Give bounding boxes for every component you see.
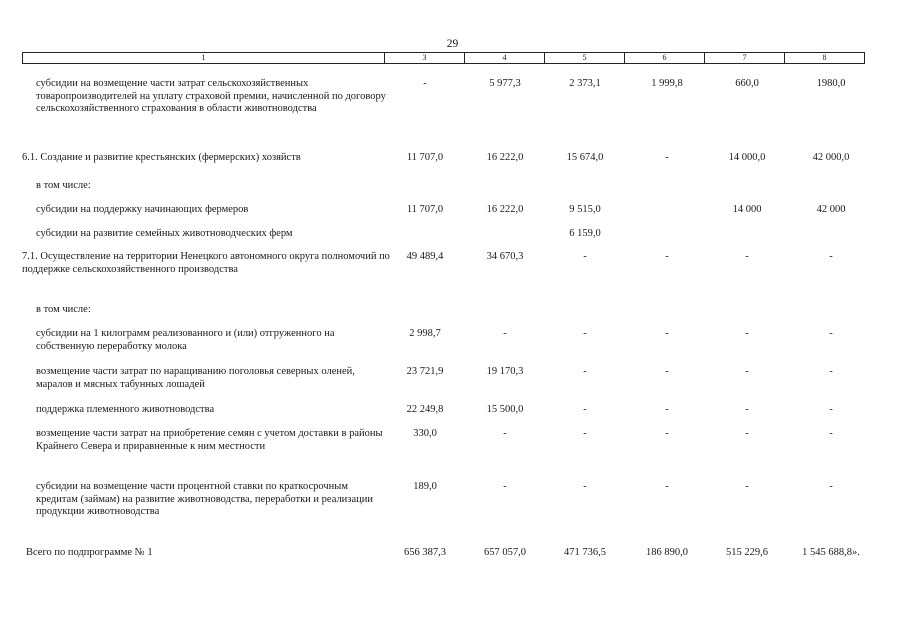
value-col-6: - <box>665 328 669 339</box>
value-col-3: 23 721,9 <box>406 366 444 377</box>
value-col-3: - <box>423 78 427 89</box>
value-col-3: 656 387,3 <box>404 547 446 558</box>
value-col-8: 1 545 688,8». <box>802 547 860 558</box>
value-col-6: - <box>665 428 669 439</box>
value-col-8: - <box>829 428 833 439</box>
value-col-4: 34 670,3 <box>486 251 524 262</box>
value-col-7: - <box>745 404 749 415</box>
value-col-5: 471 736,5 <box>564 547 606 558</box>
value-col-4: 19 170,3 <box>486 366 524 377</box>
column-header-1: 1 <box>23 53 385 64</box>
value-col-5: - <box>583 366 587 377</box>
page-number: 29 <box>446 38 459 50</box>
column-header-7: 7 <box>705 53 785 64</box>
value-col-5: 9 515,0 <box>569 204 601 215</box>
column-header-table <box>22 52 865 64</box>
column-header-6: 6 <box>625 53 705 64</box>
row-label: субсидии на развитие семейных животноводческих ферм <box>36 228 293 239</box>
value-col-7: - <box>745 481 749 492</box>
value-col-7: - <box>745 251 749 262</box>
value-col-3: 330,0 <box>413 428 437 439</box>
value-col-3: 189,0 <box>413 481 437 492</box>
row-label: в том числе: <box>36 180 91 191</box>
value-col-6: - <box>665 481 669 492</box>
value-col-7: - <box>745 428 749 439</box>
value-col-5: - <box>583 404 587 415</box>
value-col-5: 2 373,1 <box>569 78 601 89</box>
value-col-7: - <box>745 366 749 377</box>
value-col-4: - <box>503 428 507 439</box>
value-col-3: 11 707,0 <box>406 204 444 215</box>
row-label: возмещение части затрат по наращиванию поголовья северных оленей, маралов и мясных табунных лошадей <box>36 366 355 390</box>
value-col-8: 42 000,0 <box>812 152 850 163</box>
value-col-3: 49 489,4 <box>406 251 444 262</box>
value-col-3: 2 998,7 <box>409 328 441 339</box>
column-header-5: 5 <box>545 53 625 64</box>
value-col-5: 6 159,0 <box>569 228 601 239</box>
row-label: субсидии на возмещение части затрат сельскохозяйственных товаропроизводителей на уплату страховой премии, начисленной по договору сельскохозяйственного страхования в области животноводства <box>36 78 386 114</box>
value-col-3: 22 249,8 <box>406 404 444 415</box>
value-col-6: - <box>665 404 669 415</box>
value-col-5: - <box>583 251 587 262</box>
value-col-6: - <box>665 366 669 377</box>
value-col-5: 15 674,0 <box>566 152 604 163</box>
value-col-7: 14 000 <box>732 204 762 215</box>
row-label: Всего по подпрограмме № 1 <box>26 547 153 558</box>
row-label: субсидии на поддержку начинающих фермеров <box>36 204 249 215</box>
value-col-4: - <box>503 481 507 492</box>
value-col-6: - <box>665 251 669 262</box>
value-col-8: - <box>829 404 833 415</box>
value-col-5: - <box>583 328 587 339</box>
value-col-6: 1 999,8 <box>651 78 683 89</box>
value-col-7: - <box>745 328 749 339</box>
value-col-4: 16 222,0 <box>486 204 524 215</box>
value-col-4: - <box>503 328 507 339</box>
value-col-3: 11 707,0 <box>406 152 444 163</box>
value-col-4: 16 222,0 <box>486 152 524 163</box>
value-col-7: 14 000,0 <box>728 152 766 163</box>
value-col-8: 1980,0 <box>816 78 846 89</box>
value-col-8: - <box>829 481 833 492</box>
column-header-4: 4 <box>465 53 545 64</box>
value-col-4: 5 977,3 <box>489 78 521 89</box>
value-col-4: 15 500,0 <box>486 404 524 415</box>
column-header-3: 3 <box>385 53 465 64</box>
value-col-6: 186 890,0 <box>646 547 688 558</box>
column-header-8: 8 <box>785 53 865 64</box>
value-col-8: - <box>829 366 833 377</box>
row-label: субсидии на возмещение части процентной ставки по краткосрочным кредитам (займам) на развитие животноводства, переработки и реализации продукции животноводства <box>36 481 373 517</box>
row-label: поддержка племенного животноводства <box>36 404 215 415</box>
value-col-8: 42 000 <box>816 204 846 215</box>
value-col-8: - <box>829 328 833 339</box>
row-label: в том числе: <box>36 304 91 315</box>
value-col-5: - <box>583 481 587 492</box>
row-label: 7.1. Осуществление на территории Ненецкого автономного округа полномочий по поддержке сельскохозяйственного производства <box>22 251 390 275</box>
value-col-6: - <box>665 152 669 163</box>
value-col-7: 515 229,6 <box>726 547 768 558</box>
value-col-8: - <box>829 251 833 262</box>
row-label: субсидии на 1 килограмм реализованного и (или) отгруженного на собственную переработку молока <box>36 328 335 352</box>
value-col-7: 660,0 <box>735 78 759 89</box>
row-label: 6.1. Создание и развитие крестьянских (фермерских) хозяйств <box>22 152 301 163</box>
value-col-5: - <box>583 428 587 439</box>
row-label: возмещение части затрат на приобретение семян с учетом доставки в районы Крайнего Севера и приравненные к ним местности <box>36 428 383 452</box>
value-col-4: 657 057,0 <box>484 547 526 558</box>
